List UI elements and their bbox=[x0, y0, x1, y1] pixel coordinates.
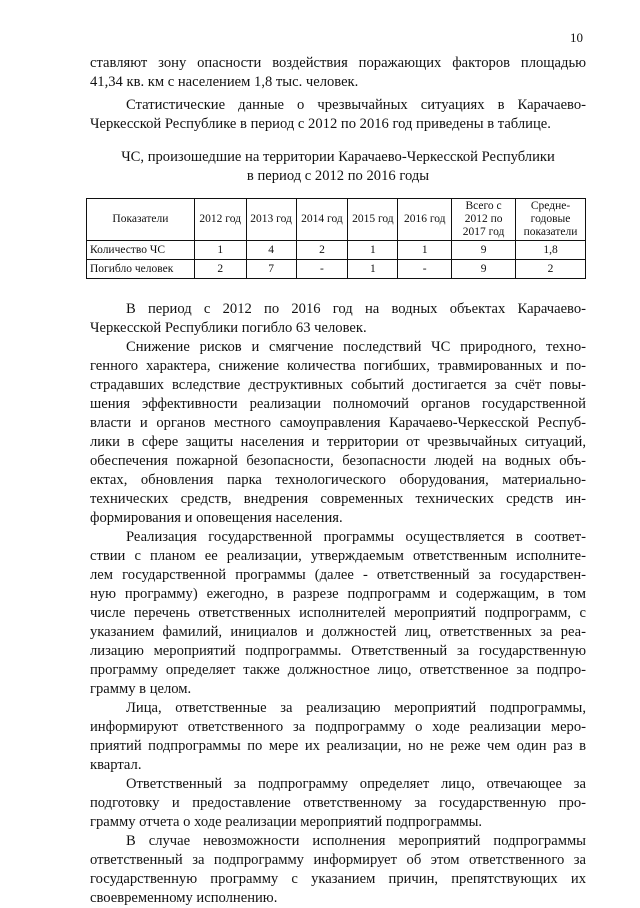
table-cell: 9 bbox=[452, 241, 516, 260]
table-cell: 1 bbox=[194, 241, 246, 260]
text-line: подготовку и предоставление ответственному за государственную про- bbox=[90, 795, 586, 811]
header-year: 2016 год bbox=[398, 199, 452, 241]
page-number: 10 bbox=[570, 30, 583, 45]
table-title-line: в период с 2012 по 2016 годы bbox=[246, 168, 430, 184]
table-cell: 1 bbox=[398, 241, 452, 260]
stats-intro-paragraph bbox=[90, 96, 586, 134]
text-line: ную программу) ежегодно, в разрезе подпрограмм и содержащим, в том bbox=[90, 586, 586, 602]
text-line: числе перечень ответственных исполнителей мероприятий подпрограмм, с bbox=[90, 605, 586, 621]
text-line: Ответственный за подпрограмму определяет лицо, отвечающее за bbox=[126, 776, 586, 792]
text-line: лем государственной программы (далее - ответственный за государствен- bbox=[90, 567, 586, 583]
table-title bbox=[90, 148, 586, 186]
risk-paragraph bbox=[90, 338, 586, 528]
text-line: грамму в целом. bbox=[90, 681, 192, 697]
text-line: В случае невозможности исполнения мероприятий подпрограммы bbox=[126, 833, 586, 849]
text-line: Статистические данные о чрезвычайных ситуациях в Карачаево- bbox=[126, 97, 586, 113]
text-line: лики в сфере защиты населения и территории от чрезвычайных ситуаций, bbox=[90, 434, 586, 450]
impossible-paragraph bbox=[90, 832, 586, 908]
text-line: технических средств, внедрения современных технических средств ин- bbox=[90, 491, 586, 507]
text-line: ствии с планом ее реализации, утверждаемым ответственным исполните- bbox=[90, 548, 586, 564]
text-line: указанием фамилий, инициалов и должностей лиц, ответственных за реа- bbox=[90, 624, 586, 640]
text-line: информируют ответственного за подпрограмму о ходе реализации меро- bbox=[90, 719, 586, 735]
text-line: обеспечения пожарной безопасности, безопасности людей на водных объ- bbox=[90, 453, 586, 469]
table-row bbox=[87, 260, 586, 279]
table-cell: 4 bbox=[246, 241, 296, 260]
text-line: власти и органов местного самоуправления Карачаево-Черкесской Респуб- bbox=[90, 415, 586, 431]
text-line: лизацию мероприятий подпрограммы. Ответственный за государственную bbox=[90, 643, 586, 659]
text-line: своевременному исполнению. bbox=[90, 890, 278, 906]
text-line: Лица, ответственные за реализацию мероприятий подпрограммы, bbox=[126, 700, 586, 716]
table-cell: - bbox=[296, 260, 348, 279]
persons-paragraph bbox=[90, 699, 586, 775]
header-year: 2015 год bbox=[348, 199, 398, 241]
text-line: ответственный за подпрограмму информирует об этом ответственного за bbox=[90, 852, 586, 868]
text-line: 41,34 кв. км с населением 1,8 тыс. человек. bbox=[90, 74, 359, 90]
header-year: 2014 год bbox=[296, 199, 348, 241]
table-cell: 9 bbox=[452, 260, 516, 279]
table-cell: 2 bbox=[296, 241, 348, 260]
text-line: грамму отчета о ходе реализации мероприятий подпрограммы. bbox=[90, 814, 483, 830]
responsible-paragraph bbox=[90, 775, 586, 832]
header-year: 2012 год bbox=[194, 199, 246, 241]
table-row bbox=[87, 241, 586, 260]
emergency-stats-table bbox=[86, 198, 586, 279]
text-line: Черкесской Республики погибло 63 человек. bbox=[90, 320, 367, 336]
text-line: ектах, обновления парка технологического оборудования, материально- bbox=[90, 472, 586, 488]
text-line: генного характера, снижение количества погибших, травмированных и по- bbox=[90, 358, 586, 374]
table-cell: 2 bbox=[194, 260, 246, 279]
text-line: формирования и оповещения населения. bbox=[90, 510, 343, 526]
text-line: Снижение рисков и смягчение последствий ЧС природного, техно- bbox=[126, 339, 586, 355]
table-cell: 1 bbox=[348, 260, 398, 279]
header-indicator: Показатели bbox=[87, 199, 195, 241]
text-line: шения эффективности реализации полномочий органов государственной bbox=[90, 396, 586, 412]
text-line: государственную программу с указанием причин, препятствующих их bbox=[90, 871, 586, 887]
table-cell: 1 bbox=[348, 241, 398, 260]
table-header-row bbox=[87, 199, 586, 241]
text-line: квартал. bbox=[90, 757, 142, 773]
table-title-line: ЧС, произошедшие на территории Карачаево-Черкесской Республики bbox=[121, 149, 555, 165]
row-label: Погибло человек bbox=[87, 260, 195, 279]
table-cell: - bbox=[398, 260, 452, 279]
header-total: Всего с 2012 по 2017 год bbox=[452, 199, 516, 241]
header-year: 2013 год bbox=[246, 199, 296, 241]
table-cell: 2 bbox=[516, 260, 586, 279]
text-line: Реализация государственной программы осуществляется в соответ- bbox=[126, 529, 586, 545]
text-line: ставляют зону опасности воздействия поражающих факторов площадью bbox=[90, 55, 586, 71]
program-paragraph bbox=[90, 528, 586, 699]
water-paragraph bbox=[90, 300, 586, 338]
text-line: В период с 2012 по 2016 год на водных объектах Карачаево- bbox=[126, 301, 586, 317]
text-line: Черкесской Республике в период с 2012 по 2016 год приведены в таблице. bbox=[90, 116, 551, 132]
table-cell: 7 bbox=[246, 260, 296, 279]
header-average: Средне-годовые показатели bbox=[516, 199, 586, 241]
row-label: Количество ЧС bbox=[87, 241, 195, 260]
text-line: программу определяет также должностное лицо, ответственное за подпро- bbox=[90, 662, 586, 678]
intro-paragraph bbox=[90, 54, 586, 92]
table-cell: 1,8 bbox=[516, 241, 586, 260]
text-line: приятий подпрограммы по мере их реализации, но не реже чем один раз в bbox=[90, 738, 586, 754]
text-line: страдавших вследствие деструктивных событий достигается за счёт повы- bbox=[90, 377, 586, 393]
